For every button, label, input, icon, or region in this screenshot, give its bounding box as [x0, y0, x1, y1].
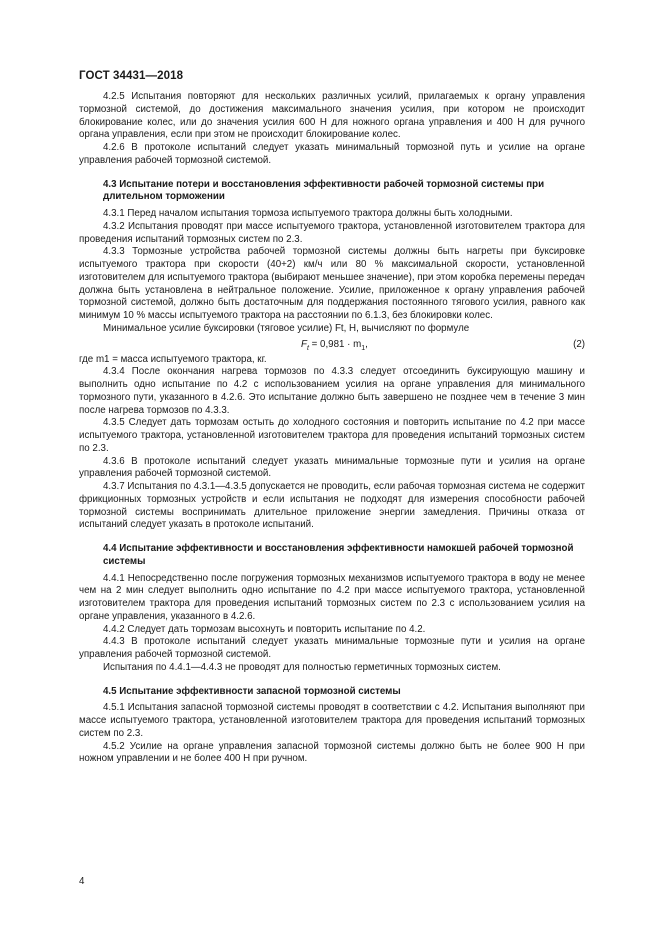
paragraph-4-5-1: 4.5.1 Испытания запасной тормозной системы проводят в соответствии с 4.2. Испытания выполняют при массе испытуемого трактора, установленной изготовителем трактора для проведения испытаний тормозных систем по 2.3. — [79, 702, 585, 739]
paragraph-4-4-2: 4.4.2 Следует дать тормозам высохнуть и повторить испытание по 4.2. — [103, 623, 426, 635]
paragraph-4-2-5: 4.2.5 Испытания повторяют для нескольких различных усилий, прилагаемых к органу управления тормозной системой, до достижения максимального значения усилия, при котором не происходит блокирование колес, или до значения усилия 600 Н для ножного органа управления и 400 Н для ручного органа управления, если при этом не происходит блокирование колес. — [79, 91, 585, 141]
paragraph-4-3-4: 4.3.4 После окончания нагрева тормозов по 4.3.3 следует отсоединить буксирующую машину и выполнить одно испытание по 4.2 с использованием усилия на органе управления для минимального тормозного пути, указанного в 4.2.6. Это испытание должно быть завершено не позднее чем в течение 3 мин после нагрева тормозов по 4.3.3. — [79, 366, 585, 416]
formula-number: (2) — [573, 338, 585, 350]
page-number: 4 — [79, 876, 85, 887]
document-header: ГОСТ 34431—2018 — [79, 70, 184, 82]
paragraph-4-4-note: Испытания по 4.4.1—4.4.3 не проводят для полностью герметичных тормозных систем. — [103, 661, 501, 673]
paragraph-4-2-6: 4.2.6 В протоколе испытаний следует указать минимальный тормозной путь и усилие на органе управления рабочей тормозной системой. — [79, 142, 585, 166]
section-heading-4-5: 4.5 Испытание эффективности запасной тормозной системы — [103, 685, 401, 697]
section-heading-4-3: 4.3 Испытание потери и восстановления эффективности рабочей тормозной системы при длительном торможении — [103, 178, 545, 203]
paragraph-4-4-1: 4.4.1 Непосредственно после погружения тормозных механизмов испытуемого трактора в воду не менее чем на 2 мин следует выполнить одно испытание по 4.2 при массе испытуемого трактора, установленной изготовителем трактора для проведения испытаний тормозных систем по 2.3 с использованием усилия на органе управления, указанного в 4.2.6. — [79, 572, 585, 622]
paragraph-4-4-3: 4.4.3 В протоколе испытаний следует указать минимальные тормозные пути и усилия на органе управления рабочей тормозной системой. — [79, 636, 585, 660]
formula-intro: Минимальное усилие буксировки (тяговое усилие) Ft, Н, вычисляют по формуле — [103, 322, 470, 334]
formula-2 — [79, 338, 585, 352]
paragraph-4-5-2: 4.5.2 Усилие на органе управления запасной тормозной системы должно быть не более 900 Н при ножном управлении и не более 400 Н при ручном. — [79, 740, 585, 765]
paragraph-4-3-1: 4.3.1 Перед началом испытания тормоза испытуемого трактора должны быть холодными. — [103, 208, 513, 219]
paragraph-4-3-5: 4.3.5 Следует дать тормозам остыть до холодного состояния и повторить испытание по 4.2 при массе испытуемого трактора, установленной изготовителем трактора для проведения испытаний тормозных систем по 2.3. — [79, 417, 585, 454]
formula-expression: $F_t = 0,981 \cdot m_1$, — [301, 338, 368, 352]
paragraph-4-3-7: 4.3.7 Испытания по 4.3.1—4.3.5 допускается не проводить, если рабочая тормозная система не содержит фрикционных тормозных устройств и если испытания не подходят для измерения способности рабочей тормозной системы воспринимать длительное приложение энергии замедления. Причины отказа от испытаний следует указать в протоколе испытаний. — [79, 481, 585, 531]
document-body — [79, 91, 585, 766]
paragraph-4-3-3: 4.3.3 Тормозные устройства рабочей тормозной системы должны быть нагреты при буксировке испытуемого трактора при скорости (40+2) км/ч или 80 % максимальной скорости, установленной изготовителем для испытуемого трактора (выбирают меньшее значение), при этом коробка перемены передач должна быть установлена в нейтральное положение. Усилие, приложенное к органу управления рабочей тормозной системой, должно быть достаточным для поддержания постоянного тягового усилия, равного как минимум 10 % массы испытуемого трактора на расстоянии по 6.1.3, без блокировки колес. — [79, 246, 585, 321]
paragraph-4-3-2: 4.3.2 Испытания проводят при массе испытуемого трактора, установленной изготовителем трактора для проведения испытаний тормозных систем по 2.3. — [79, 220, 585, 245]
paragraph-4-3-6: 4.3.6 В протоколе испытаний следует указать минимальные тормозные пути и усилия на органе управления рабочей тормозной системой. — [79, 455, 585, 480]
section-heading-4-4: 4.4 Испытание эффективности и восстановления эффективности намокшей рабочей тормозной системы — [103, 543, 574, 567]
formula-where: где m1 = масса испытуемого трактора, кг. — [79, 353, 267, 365]
